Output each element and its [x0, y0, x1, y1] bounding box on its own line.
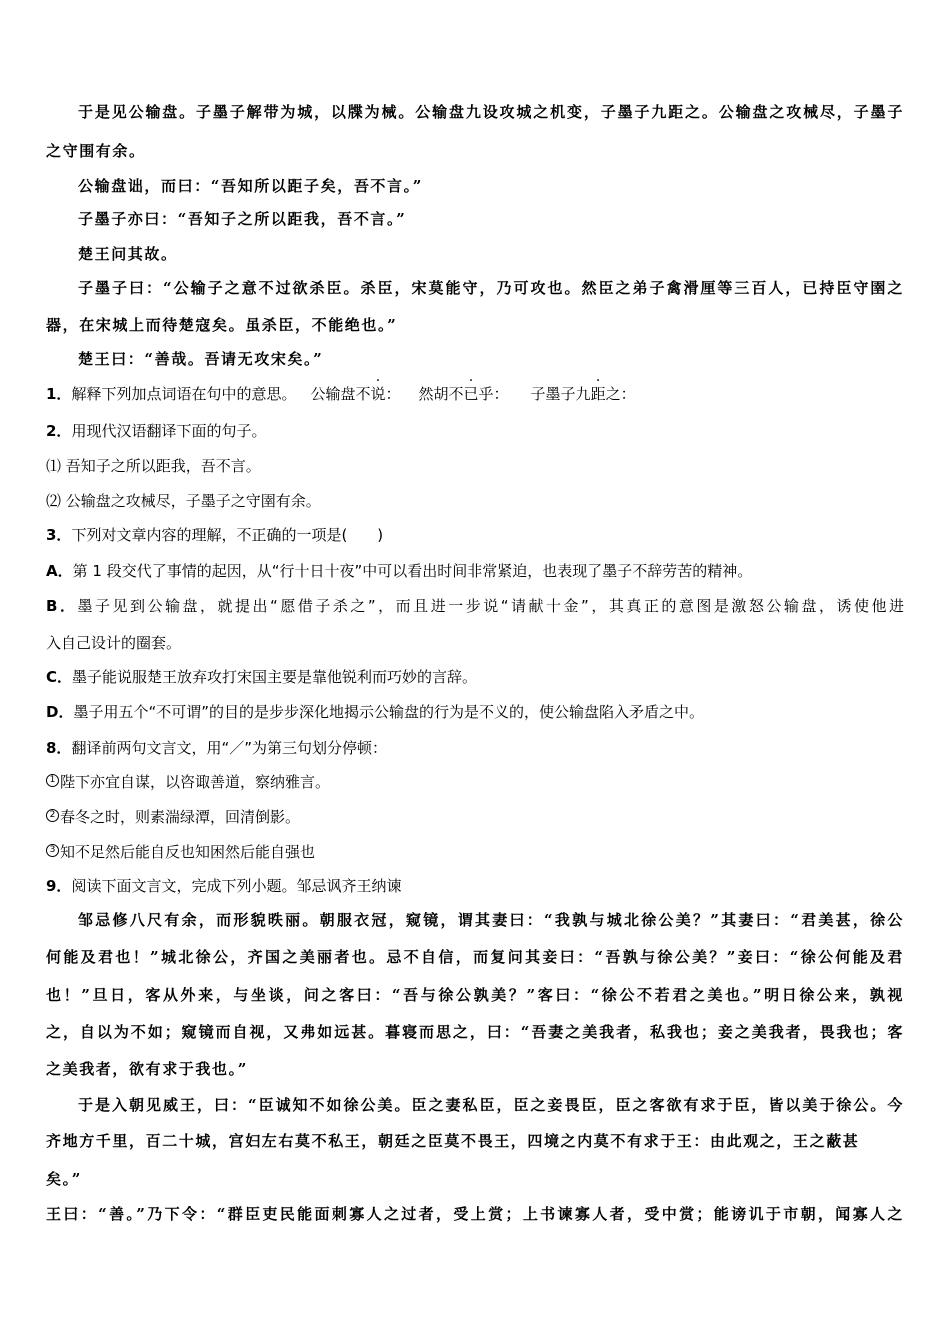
passage-line: 楚王问其故。 [78, 245, 178, 263]
passage-line: 楚王曰：“善哉。吾请无攻宋矣。” [78, 350, 324, 368]
question-9 [46, 876, 904, 896]
question-2 [46, 421, 904, 441]
option-a[interactable] [46, 561, 904, 581]
dotted-word: 说 [370, 385, 386, 403]
q1-item2-pre: 然胡不 [418, 385, 464, 403]
option-label: A． [46, 562, 73, 580]
q8-sentence-2 [46, 807, 904, 827]
q1-item1-pre: 公输盘不 [310, 385, 371, 403]
option-b[interactable] [46, 596, 904, 616]
passage-line: 王曰：“善。”乃下令：“群臣吏民能面刺寡人之过者，受上赏；上书谏寡人者，受中赏；能谤讥于市朝，闻寡人之 [46, 1205, 904, 1223]
option-text: 墨子用五个“不可谓”的目的是步步深化地揭示公输盘的行为是不义的，使公输盘陷入矛盾之中。 [73, 703, 704, 721]
dotted-word: 距 [590, 385, 606, 403]
q1-item2-post: 乎： [478, 385, 509, 403]
question-8 [46, 738, 904, 758]
q1-item3-pre: 子墨子九 [530, 385, 591, 403]
option-text: 墨子见到公输盘，就提出“愿借子杀之”，而且进一步说“请献十金”，其真正的意图是激怒公输盘，诱使他进 [77, 597, 904, 615]
passage-line: 也！”旦日，客从外来，与坐谈，问之客曰：“吾与徐公孰美？”客曰：“徐公不若君之美也。”明日徐公来，孰视 [46, 986, 904, 1004]
circled-number-icon: 2 [46, 809, 59, 822]
option-label: B． [46, 597, 78, 615]
passage-line: 邹忌修八尺有余，而形貌昳丽。朝服衣冠，窥镜，谓其妻曰：“我孰与城北徐公美？”其妻曰：“君美甚，徐公 [78, 911, 904, 929]
question-text: 解释下列加点词语在句中的意思。 [71, 385, 297, 403]
dotted-word: 已 [463, 385, 479, 403]
passage-line: 何能及君也！”城北徐公，齐国之美丽者也。忌不自信，而复问其妾曰：“吾孰与徐公美？”妾曰：“徐公何能及君 [46, 948, 904, 966]
option-text: 墨子能说服楚王放弃攻打宋国主要是靠他锐利而巧妙的言辞。 [72, 668, 478, 686]
question-number: 8． [46, 739, 72, 757]
question-text: 下列对文章内容的理解，不正确的一项是( ) [71, 526, 384, 544]
question-3 [46, 525, 904, 545]
passage-line: 之守围有余。 [46, 142, 146, 160]
question-number: 3． [46, 526, 72, 544]
q8-sentence-1 [46, 772, 904, 792]
passage-line: 于是见公输盘。子墨子解带为城，以牒为械。公输盘九设攻城之机变，子墨子九距之。公输盘之攻械尽，子墨子 [78, 103, 904, 121]
q1-item1-post: ： [385, 385, 401, 403]
q2-sentence-2: ⑵ 公输盘之攻械尽，子墨子之守圉有余。 [46, 492, 321, 510]
passage-line: 于是入朝见威王，曰：“臣诚知不如徐公美。臣之妻私臣，臣之妾畏臣，臣之客欲有求于臣，皆以美于徐公。今 [78, 1096, 904, 1114]
option-label: D． [46, 703, 74, 721]
circled-number-icon: 3 [46, 844, 59, 857]
passage-line: 矣。” [46, 1170, 82, 1188]
q1-item3-post: 之： [605, 385, 636, 403]
question-number: 2． [46, 422, 72, 440]
passage-line: 之美我者，欲有求于我也。” [46, 1060, 248, 1078]
question-1 [46, 384, 904, 404]
question-text: 阅读下面文言文，完成下列小题。邹忌讽齐王纳谏 [71, 877, 402, 895]
passage-line: 齐地方千里，百二十城，宫妇左右莫不私王，朝廷之臣莫不畏王，四境之内莫不有求于王：由此观之，王之蔽甚 [46, 1132, 860, 1150]
passage-line: 子墨子曰：“公输子之意不过欲杀臣。杀臣，宋莫能守，乃可攻也。然臣之弟子禽滑厘等三百人，已持臣守圉之 [78, 279, 904, 297]
sentence-text: 陛下亦宜自谋，以咨诹善道，察纳雅言。 [60, 773, 331, 791]
passage-line: 公输盘诎，而曰：“吾知所以距子矣，吾不言。” [78, 177, 423, 195]
q8-sentence-3 [46, 842, 904, 862]
passage-line: 子墨子亦曰：“吾知子之所以距我，吾不言。” [78, 210, 407, 228]
question-number: 9． [46, 877, 72, 895]
option-d[interactable] [46, 702, 904, 722]
sentence-text: 知不足然后能自反也知困然后能自强也 [60, 843, 316, 861]
sentence-text: 春冬之时，则素湍绿潭，回清倒影。 [60, 808, 301, 826]
q2-sentence-1: ⑴ 吾知子之所以距我，吾不言。 [46, 457, 261, 475]
option-c[interactable] [46, 667, 904, 687]
question-text: 用现代汉语翻译下面的句子。 [71, 422, 267, 440]
option-b-continued: 入自己设计的圈套。 [46, 634, 182, 652]
circled-number-icon: 1 [46, 774, 59, 787]
option-label: C． [46, 668, 73, 686]
option-text: 第 1 段交代了事情的起因，从“行十日十夜”中可以看出时间非常紧迫，也表现了墨子不辞劳苦的精神。 [72, 562, 753, 580]
passage-line: 之，自以为不如；窥镜而自视，又弗如远甚。暮寝而思之，曰：“吾妻之美我者，私我也；妾之美我者，畏我也；客 [46, 1023, 904, 1041]
question-number: 1． [46, 385, 72, 403]
question-text: 翻译前两句文言文，用“／”为第三句划分停顿： [71, 739, 387, 757]
passage-line: 器，在宋城上而待楚寇矣。虽杀臣，不能绝也。” [46, 316, 398, 334]
